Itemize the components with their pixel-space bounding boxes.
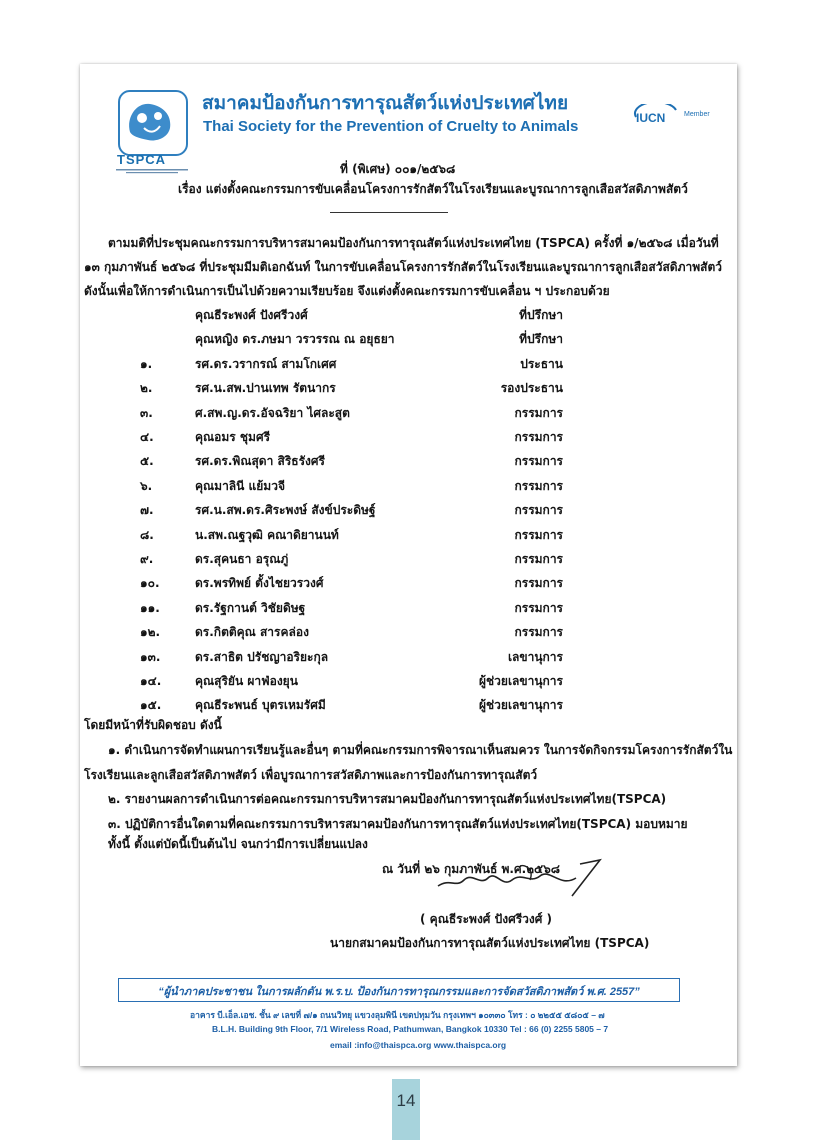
page-number: 14 — [396, 1091, 416, 1110]
member-name: ดร.สาธิต ปรัชญาอริยะกุล — [195, 650, 329, 664]
logo-subtext-icon — [116, 168, 188, 174]
member-number: ๙. — [140, 552, 154, 566]
member-number: ๑๑. — [140, 601, 160, 615]
member-role: กรรมการ — [514, 576, 563, 590]
member-role: กรรมการ — [514, 552, 563, 566]
member-role: ประธาน — [520, 357, 563, 371]
member-role: กรรมการ — [514, 625, 563, 639]
signer-name: ( คุณธีระพงศ์ ปังศรีวงศ์ ) — [420, 912, 553, 926]
member-name: คุณอมร ชุมศรี — [195, 430, 271, 444]
address-english: B.L.H. Building 9th Floor, 7/1 Wireless Road, Pathumwan, Bangkok 10330 Tel : 66 (0) 2255 5805 – 7 — [212, 1024, 609, 1034]
member-number: ๑๔. — [140, 674, 162, 688]
member-role: รองประธาน — [500, 381, 563, 395]
member-number: ๑๒. — [140, 625, 161, 639]
tspca-logo — [118, 90, 188, 156]
member-number: ๑๐. — [140, 576, 160, 590]
member-name: รศ.ดร.วรากรณ์ สามโกเศศ — [195, 357, 337, 371]
intro-line-2: ๑๓ กุมภาพันธ์ ๒๕๖๘ ที่ประชุมมีมติเอกฉันท์ ในการขับเคลื่อนโครงการรักสัตว์ในโรงเรียนและบูรณาการลูกเสือสวัสดิภาพสัตว์ — [84, 260, 722, 274]
intro-line-1: ตามมติที่ประชุมคณะกรรมการบริหารสมาคมป้องกันการทารุณสัตว์แห่งประเทศไทย (TSPCA) ครั้งที่ ๑/๒๕๖๘ เมื่อวันที่ — [108, 236, 719, 250]
member-number: ๘. — [140, 528, 154, 542]
member-name: คุณธีระพนธ์ บุตรเหมรัศมี — [195, 698, 326, 712]
contact-line: email :info@thaispca.org www.thaispca.org — [330, 1040, 507, 1050]
member-number: ๑๕. — [140, 698, 162, 712]
duty-line-4: ๓. ปฏิบัติการอื่นใดตามที่คณะกรรมการบริหารสมาคมป้องกันการทารุณสัตว์แห่งประเทศไทย(TSPCA) มอบหมาย — [108, 817, 688, 831]
member-role: กรรมการ — [514, 406, 563, 420]
member-role: กรรมการ — [514, 430, 563, 444]
duty-line-2: โรงเรียนและลูกเสือสวัสดิภาพสัตว์ เพื่อบูรณาการสวัสดิภาพและการป้องกันการทารุณสัตว์ — [84, 768, 538, 782]
footer-quote-box — [118, 978, 680, 1002]
iucn-label: IUCN — [636, 111, 666, 125]
member-name: รศ.น.สพ.ดร.ศิระพงษ์ สังข์ประดิษฐ์ — [195, 503, 376, 517]
member-number: ๒. — [140, 381, 153, 395]
member-number: ๖. — [140, 479, 153, 493]
member-name: คุณธีระพงศ์ ปังศรีวงศ์ — [195, 308, 308, 322]
member-name: คุณมาลินี แย้มวจี — [195, 479, 285, 493]
document-number: ที่ (พิเศษ) ๐๐๑/๒๕๖๘ — [340, 162, 456, 176]
date-line: ณ วันที่ ๒๖ กุมภาพันธ์ พ.ศ.๒๕๖๘ — [382, 862, 560, 876]
member-number: ๗. — [140, 503, 154, 517]
duties-title: โดยมีหน้าที่รับผิดชอบ ดังนี้ — [84, 718, 222, 732]
member-number: ๑๓. — [140, 650, 161, 664]
member-number: ๕. — [140, 454, 154, 468]
member-role: กรรมการ — [514, 503, 563, 517]
member-number: ๔. — [140, 430, 154, 444]
footer-quote: “ผู้นำภาคประชาชน ในการผลักดัน พ.ร.บ. ป้องกันการทารุณกรรมและการจัดสวัสดิภาพสัตว์ พ.ศ. 2557” — [158, 986, 640, 998]
member-role: กรรมการ — [514, 454, 563, 468]
member-name: ศ.สพ.ญ.ดร.อัจฉริยา ไศละสูต — [195, 406, 350, 420]
member-role: ที่ปรึกษา — [519, 332, 563, 346]
member-role: กรรมการ — [514, 479, 563, 493]
signature-icon — [430, 858, 610, 898]
document-page — [80, 64, 737, 1066]
member-name: รศ.ดร.พิณสุดา สิริธรังศรี — [195, 454, 325, 468]
member-name: น.สพ.ณฐวุฒิ คณาดิยานนท์ — [195, 528, 339, 542]
document-subject: เรื่อง แต่งตั้งคณะกรรมการขับเคลื่อนโครงการรักสัตว์ในโรงเรียนและบูรณาการลูกเสือสวัสดิภาพสัตว์ — [178, 182, 688, 196]
member-role: กรรมการ — [514, 528, 563, 542]
member-name: ดร.กิตติคุณ สารคล่อง — [195, 625, 309, 639]
member-role: กรรมการ — [514, 601, 563, 615]
member-role: ผู้ช่วยเลขานุการ — [479, 674, 563, 688]
member-name: ดร.สุคนธา อรุณภู่ — [195, 552, 289, 566]
effective-line: ทั้งนี้ ตั้งแต่บัดนี้เป็นต้นไป จนกว่ามีการเปลี่ยนแปลง — [108, 837, 368, 851]
address-thai: อาคาร บี.เอ็ล.เอช. ชั้น ๙ เลขที่ ๗/๑ ถนนวิทยุ แขวงลุมพินี เขตปทุมวัน กรุงเทพฯ ๑๐๓๓๐ โทร : ๐ ๒๒๕๕ ๕๘๐๕ – ๗ — [190, 1010, 605, 1020]
member-name: ดร.รัฐกานต์ วิชัยดิษฐ — [195, 601, 306, 615]
member-number: ๓. — [140, 406, 153, 420]
duty-line-1: ๑. ดำเนินการจัดทำแผนการเรียนรู้และอื่นๆ ตามที่คณะกรรมการพิจารณาเห็นสมควร ในการจัดกิจกรรมโครงการรักสัตว์ใน — [108, 743, 733, 757]
iucn-member-label: Member — [684, 111, 710, 118]
member-role: ผู้ช่วยเลขานุการ — [479, 698, 563, 712]
signer-title: นายกสมาคมป้องกันการทารุณสัตว์แห่งประเทศไทย (TSPCA) — [330, 936, 650, 950]
member-name: รศ.น.สพ.ปานเทพ รัตนากร — [195, 381, 336, 395]
logo-text: TSPCA — [117, 152, 167, 167]
member-name: คุณสุริยัน ผาฟ่องยุน — [195, 674, 298, 688]
member-name: ดร.พรทิพย์ ตั้งไชยวรวงศ์ — [195, 576, 324, 590]
duty-line-3: ๒. รายงานผลการดำเนินการต่อคณะกรรมการบริหารสมาคมป้องกันการทารุณสัตว์แห่งประเทศไทย(TSPCA) — [108, 792, 667, 806]
member-role: ที่ปรึกษา — [519, 308, 563, 322]
member-role: เลขานุการ — [507, 650, 563, 664]
intro-line-3: ดังนั้นเพื่อให้การดำเนินการเป็นไปด้วยความเรียบร้อย จึงแต่งตั้งคณะกรรมการขับเคลื่อน ฯ ประกอบด้วย — [84, 284, 610, 298]
org-name-english: Thai Society for the Prevention of Cruelty to Animals — [203, 118, 579, 135]
member-number: ๑. — [140, 357, 153, 371]
page-number-tab — [392, 1079, 420, 1140]
iucn-logo — [636, 104, 714, 130]
org-name-thai: สมาคมป้องกันการทารุณสัตว์แห่งประเทศไทย — [202, 93, 569, 114]
member-name: คุณหญิง ดร.ภษมา วรวรรณ ณ อยุธยา — [195, 332, 395, 346]
divider — [330, 212, 448, 213]
